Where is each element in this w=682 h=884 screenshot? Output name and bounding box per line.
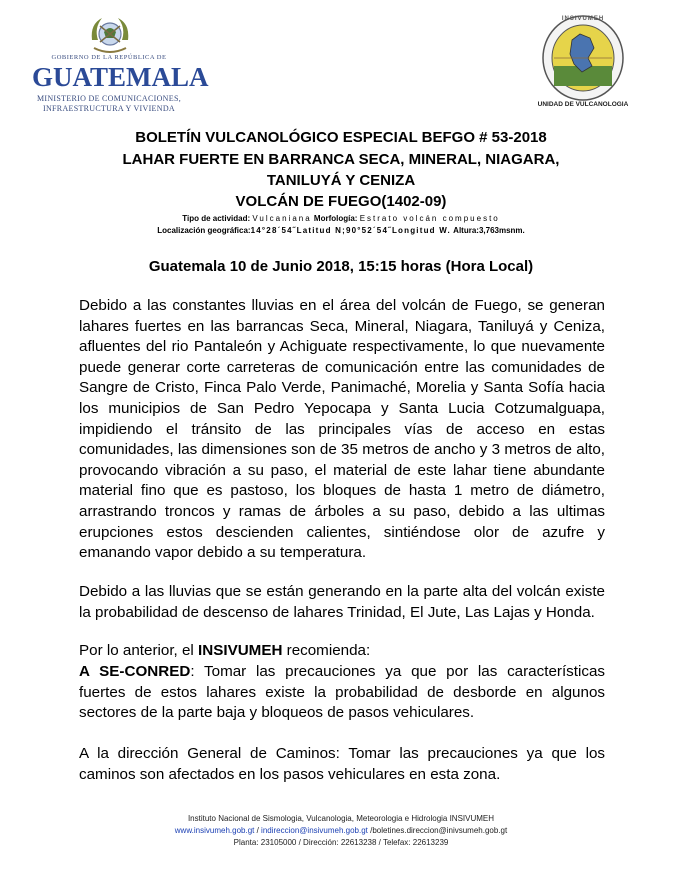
footer-contacts: [0, 825, 682, 837]
bulletin-date: Guatemala 10 de Junio 2018, 15:15 horas (Hora Local): [148, 258, 534, 275]
activity-line: [0, 213, 682, 225]
paragraph-se-conred: [79, 662, 605, 724]
altitude-label: Altura:: [453, 226, 479, 235]
activity-label: Tipo de actividad:: [182, 214, 251, 223]
location-label: Localización geográfica:: [157, 226, 251, 235]
location-value: 14°28´54˝Latitud N;90°52´54˝Longitud W.: [250, 226, 451, 235]
intro-suffix: recomienda:: [282, 642, 371, 659]
ministry-line-1: MINISTERIO DE COMUNICACIONES,: [36, 94, 182, 103]
location-line: [0, 225, 682, 237]
footer-separator: /: [254, 826, 262, 835]
paragraph-lahar-probability: Debido a las lluvias que se están generando en la parte alta del volcán existe la probabilidad de descenso de lahares Trinidad, El Jute, Las Lajas y Honda.: [79, 583, 605, 621]
bulletin-subtitle-2: TANILUYÁ Y CENIZA: [266, 172, 416, 189]
email-link[interactable]: indireccion@insivumeh.gob.gt: [261, 826, 368, 835]
se-conred-bold: A SE-CONRED: [79, 663, 191, 680]
activity-value: Vulcaniana: [252, 214, 312, 223]
guatemala-ministry-logo: [18, 10, 209, 116]
coat-of-arms-icon: [84, 10, 136, 58]
bulletin-title: BOLETÍN VULCANOLÓGICO ESPECIAL BEFGO # 53-2018: [135, 129, 547, 146]
bulletin-email[interactable]: /boletines.direccion@inivsumeh.gob.gt: [367, 826, 508, 835]
insivumeh-logo: [532, 14, 634, 114]
guatemala-wordmark: GUATEMALA: [32, 62, 209, 92]
website-link[interactable]: www.insivumeh.gob.gt: [174, 826, 255, 835]
insivumeh-seal-text: INSIVUMEH: [561, 16, 605, 22]
government-line: GOBIERNO DE LA REPÚBLICA DE: [51, 54, 167, 61]
paragraph-recommendation-intro: [79, 641, 605, 662]
ministry-line-2: INFRAESTRUCTURA Y VIVIENDA: [43, 104, 175, 113]
footer-institute: Instituto Nacional de Sismologia, Vulcanologia, Meteorologia e Hidrologia INSIVUMEH: [187, 814, 495, 823]
volcanology-unit-caption: UNIDAD DE VULCANOLOGIA: [537, 101, 629, 108]
se-conred-text: : Tomar las precauciones ya que por las características fuertes de estos lahares existe la probabilidad de desborde en algunos sectores de la parte baja y bloqueos de pasos vehiculares.: [79, 663, 605, 722]
morphology-label: Morfología:: [313, 214, 358, 223]
insivumeh-bold: INSIVUMEH: [198, 642, 283, 659]
insivumeh-seal-icon: [532, 14, 634, 102]
paragraph-lahar-description: Debido a las constantes lluvias en el área del volcán de Fuego, se generan lahares fuertes en las barrancas Seca, Mineral, Niagara, Taniluyá y Ceniza, afluentes del rio Pantaleón y Achiguate respectivamente, lo que nuevamente puede generar corte carreteras de comunicación entre las comunidades de Sangre de Cristo, Finca Palo Verde, Panimaché, Morelia y Santa Sofía hacia los municipios de San Pedro Yepocapa y Santa Lucia Cotzumalguapa, impidiendo el tránsito de las principales vías de acceso en estas comunidades, las dimensiones son de 35 metros de ancho y 3 metros de alto, provocando vibración a su paso, el material de este lahar tiene abundante material fino que es pastoso, los bloques de hasta 1 metro de diámetro, arrastrando troncos y ramas de árboles a su paso, debido a las ultimas erupciones estos descienden calientes, sintiéndose olor de azufre y emanando vapor debido a su temperatura.: [79, 297, 605, 562]
bulletin-subtitle-1: LAHAR FUERTE EN BARRANCA SECA, MINERAL, NIAGARA,: [122, 151, 560, 168]
footer-phones: Planta: 23105000 / Dirección: 22613238 / Telefax: 22613239: [233, 838, 449, 847]
morphology-value: Estrato volcán compuesto: [359, 214, 500, 223]
intro-prefix: Por lo anterior, el: [79, 642, 199, 659]
paragraph-caminos: A la dirección General de Caminos: Tomar las precauciones ya que los caminos son afectados en los pasos vehiculares en esta zona.: [79, 745, 605, 783]
volcano-name: VOLCÁN DE FUEGO(1402-09): [235, 193, 447, 210]
altitude-value: 3,763msnm.: [478, 226, 525, 235]
